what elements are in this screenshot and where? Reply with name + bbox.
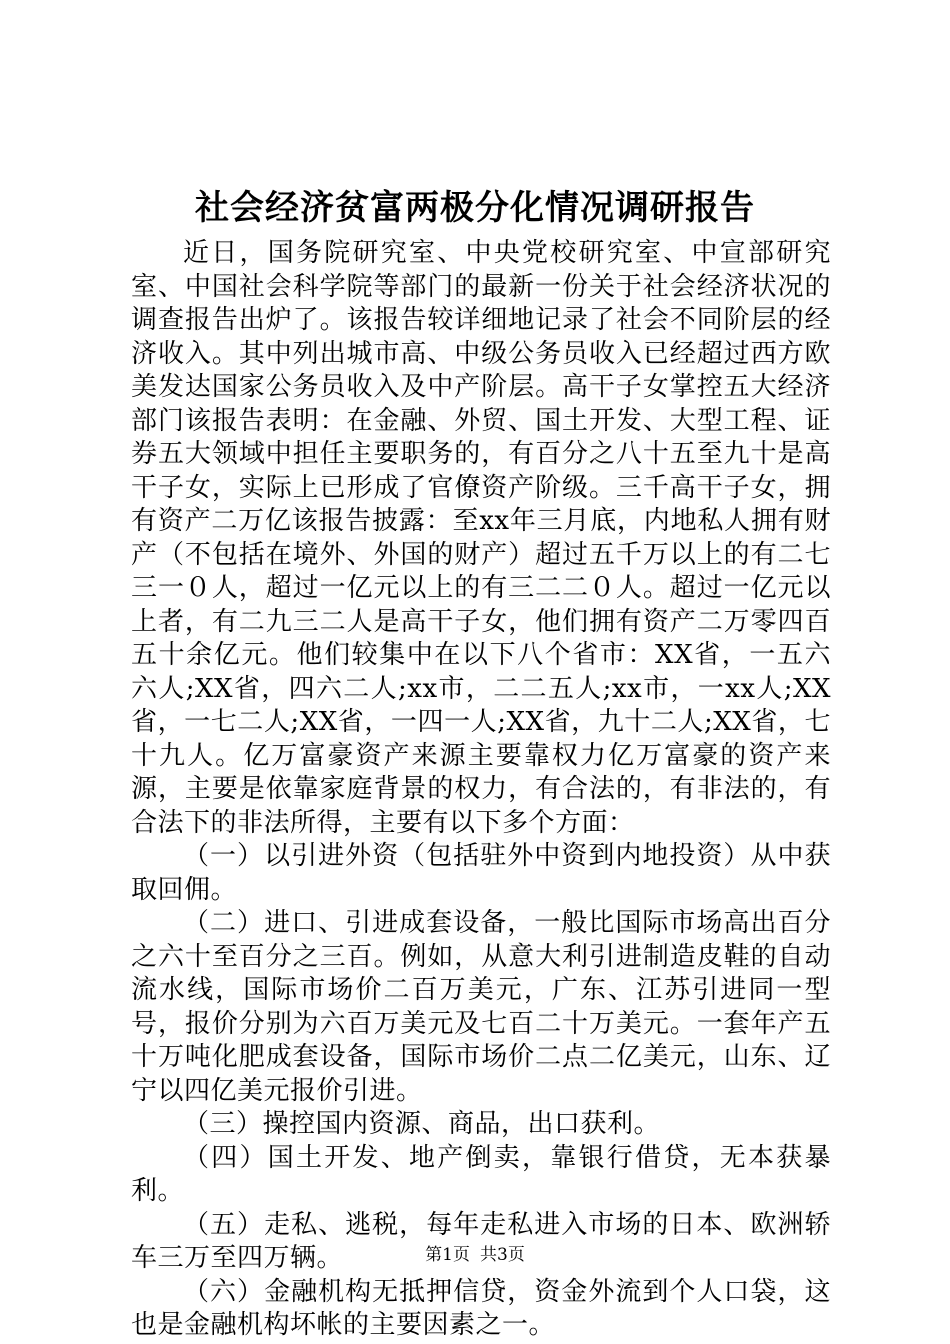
paragraph-item-5: （五）走私、逃税，每年走私进入市场的日本、欧洲轿车三万至四万辆。 bbox=[131, 1209, 831, 1273]
paragraph-item-3: （三）操控国内资源、商品，出口获利。 bbox=[183, 1109, 661, 1139]
page-number: 第1页 bbox=[425, 1245, 470, 1265]
document-title: 社会经济贫富两极分化情况调研报告 bbox=[195, 188, 755, 228]
paragraph-item-1: （一）以引进外资（包括驻外中资到内地投资）从中获取回佣。 bbox=[131, 841, 831, 905]
paragraph-item-6: （六）金融机构无抵押信贷，资金外流到个人口袋，这也是金融机构坏帐的主要因素之一。 bbox=[131, 1276, 831, 1340]
paragraph-item-4: （四）国土开发、地产倒卖，靠银行借贷，无本获暴利。 bbox=[131, 1142, 831, 1206]
paragraph-item-2: （二）进口、引进成套设备，一般比国际市场高出百分之六十至百分之三百。例如，从意大利引进制造皮鞋的自动流水线，国际市场价二百万美元，广东、江苏引进同一型号，报价分别为六百万美元及七百二十万美元。一套年产五十万吨化肥成套设备，国际市场价二点二亿美元，山东、辽宁以四亿美元报价引进。 bbox=[131, 908, 831, 1106]
page-total: 共3页 bbox=[480, 1245, 525, 1265]
document-body bbox=[131, 237, 831, 1343]
page-footer bbox=[0, 1243, 950, 1267]
paragraph-intro: 近日，国务院研究室、中央党校研究室、中宣部研究室、中国社会科学院等部门的最新一份关于社会经济状况的调查报告出炉了。该报告较详细地记录了社会不同阶层的经济收入。其中列出城市高、中级公务员收入已经超过西方欧美发达国家公务员收入及中产阶层。高干子女掌控五大经济部门该报告表明：在金融、外贸、国土开发、大型工程、证券五大领域中担任主要职务的，有百分之八十五至九十是高干子女，实际上已形成了官僚资产阶级。三千高干子女，拥有资产二万亿该报告披露：至xx年三月底，内地私人拥有财产（不包括在境外、外国的财产）超过五千万以上的有二七三一０人，超过一亿元以上的有三二二０人。超过一亿元以上者，有二九三二人是高干子女，他们拥有资产二万零四百五十余亿元。他们较集中在以下八个省市：XX省，一五六六人;XX省，四六二人;xx市，二二五人;xx市，一xx人;XX省，一七二人;XX省，一四一人;XX省，九十二人;XX省，七十九人。亿万富豪资产来源主要靠权力亿万富豪的资产来源，主要是依靠家庭背景的权力，有合法的，有非法的，有合法下的非法所得，主要有以下多个方面： bbox=[131, 238, 831, 838]
